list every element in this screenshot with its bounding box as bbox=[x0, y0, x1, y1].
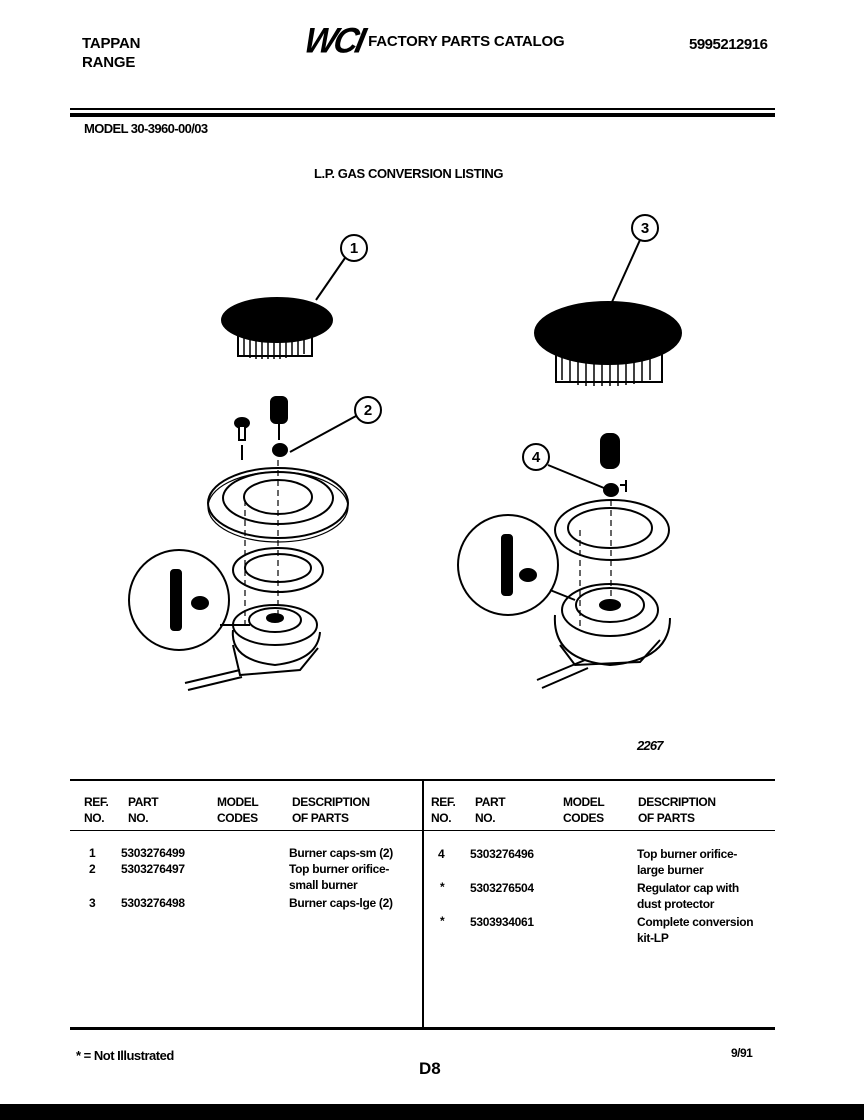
illustration-number: 2267 bbox=[637, 738, 663, 753]
catalog-number: 5995212916 bbox=[689, 36, 768, 53]
col-header-description: DESCRIPTION OF PARTS bbox=[292, 795, 370, 825]
table-row-desc: Complete conversion kit-LP bbox=[637, 915, 754, 945]
table-row-part: 5303934061 bbox=[470, 915, 534, 929]
col-header-part: PART NO. bbox=[128, 795, 159, 825]
table-row-desc: Burner caps-sm (2) bbox=[289, 846, 393, 860]
table-row-desc: Regulator cap with dust protector bbox=[637, 881, 739, 911]
footnote: * = Not Illustrated bbox=[76, 1048, 174, 1063]
table-row-part: 5303276496 bbox=[470, 847, 534, 861]
col-header-model-codes-right: MODEL CODES bbox=[563, 795, 605, 825]
table-row-part: 5303276504 bbox=[470, 881, 534, 895]
small-burner-cap-illustration bbox=[222, 298, 332, 359]
table-row-ref: * bbox=[440, 880, 445, 894]
brand-line-1: TAPPAN bbox=[82, 35, 141, 52]
page-id: D8 bbox=[419, 1059, 441, 1078]
table-row-ref: 2 bbox=[89, 862, 96, 876]
table-row-part: 5303276497 bbox=[121, 862, 185, 876]
large-burner-cap-illustration bbox=[535, 302, 681, 386]
table-row-ref: * bbox=[440, 914, 445, 928]
catalog-title: FACTORY PARTS CATALOG bbox=[368, 32, 565, 50]
model-number: MODEL 30-3960-00/03 bbox=[84, 121, 208, 136]
table-row-part: 5303276499 bbox=[121, 846, 185, 860]
table-row-ref: 4 bbox=[438, 847, 445, 861]
table-row-desc: Top burner orifice- large burner bbox=[637, 847, 738, 877]
table-row-desc: Burner caps-lge (2) bbox=[289, 896, 393, 910]
brand-line-2: RANGE bbox=[82, 54, 136, 71]
callout-2: 2 bbox=[363, 402, 373, 419]
small-orifice-illustration bbox=[271, 397, 287, 456]
table-row-ref: 3 bbox=[89, 896, 96, 910]
col-header-ref: REF. NO. bbox=[84, 795, 109, 825]
page-title: L.P. GAS CONVERSION LISTING bbox=[314, 166, 504, 181]
revision-date: 9/91 bbox=[731, 1046, 753, 1060]
table-row-desc: Top burner orifice- small burner bbox=[289, 862, 390, 892]
callout-3: 3 bbox=[640, 220, 650, 237]
col-header-part-right: PART NO. bbox=[475, 795, 506, 825]
table-column-divider bbox=[422, 781, 424, 1029]
table-row-ref: 1 bbox=[89, 846, 96, 860]
table-rule-bottom bbox=[70, 1027, 775, 1030]
screw-illustration bbox=[235, 418, 249, 460]
table-row-part: 5303276498 bbox=[121, 896, 185, 910]
col-header-description-right: DESCRIPTION OF PARTS bbox=[638, 795, 716, 825]
wci-logo-mark: WCI bbox=[300, 21, 367, 61]
callout-1: 1 bbox=[349, 240, 359, 257]
scan-edge-band bbox=[0, 1104, 864, 1120]
callout-4: 4 bbox=[531, 449, 541, 466]
large-orifice-illustration bbox=[601, 434, 626, 496]
col-header-model-codes: MODEL CODES bbox=[217, 795, 259, 825]
col-header-ref-right: REF. NO. bbox=[431, 795, 456, 825]
